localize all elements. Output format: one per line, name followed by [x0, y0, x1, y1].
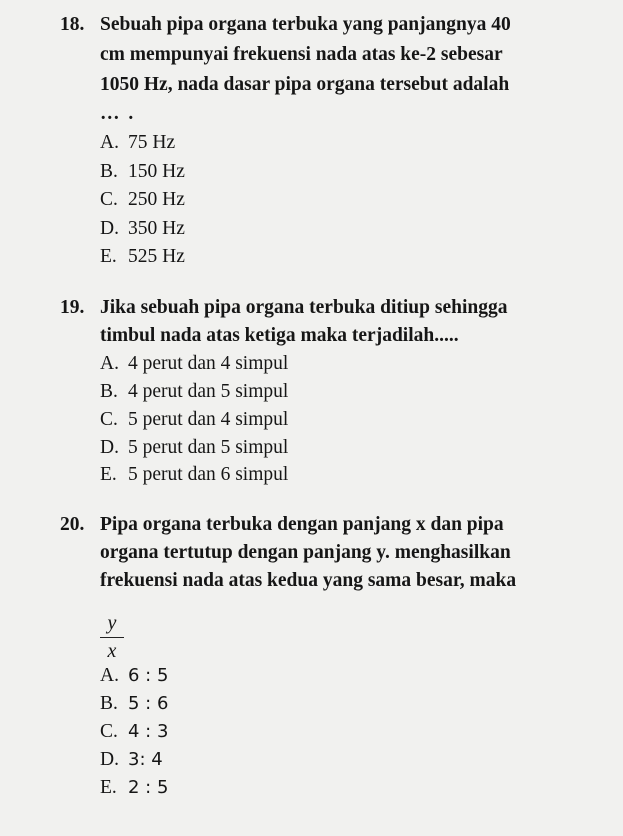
question-number: 18.	[60, 14, 85, 35]
answer-option	[100, 409, 288, 431]
question-text-line: … .	[100, 103, 136, 124]
question-text-line: 1050 Hz, nada dasar pipa organa tersebut adalah	[100, 74, 510, 95]
answer-option	[100, 381, 288, 403]
option-letter: A.	[100, 132, 119, 153]
answer-option	[100, 693, 168, 715]
option-text: 250 Hz	[128, 189, 185, 210]
question-text-line: cm mempunyai frekuensi nada atas ke-2 sebesar	[100, 44, 503, 65]
option-letter: E.	[100, 777, 117, 798]
option-letter: E.	[100, 464, 117, 485]
option-text: 5 perut dan 4 simpul	[128, 409, 289, 430]
option-text: 4 perut dan 5 simpul	[128, 381, 289, 402]
option-text: 150 Hz	[128, 161, 185, 182]
option-letter: D.	[100, 749, 119, 770]
option-text: 75 Hz	[128, 132, 176, 153]
question-text-line: timbul nada atas ketiga maka terjadilah.....	[100, 325, 459, 346]
option-letter: B.	[100, 381, 118, 402]
option-letter: B.	[100, 161, 118, 182]
option-text: 525 Hz	[128, 246, 185, 267]
answer-option	[100, 464, 288, 486]
answer-option	[100, 246, 185, 268]
answer-option	[100, 721, 168, 743]
fraction-denominator: x	[107, 640, 117, 662]
fraction-numerator: y	[107, 612, 117, 634]
option-letter: D.	[100, 218, 119, 239]
question-text-line: organa tertutup dengan panjang y. menghasilkan	[100, 542, 511, 563]
option-letter: D.	[100, 437, 119, 458]
option-text: 4 perut dan 4 simpul	[128, 353, 289, 374]
question-text-line: Jika sebuah pipa organa terbuka ditiup sehingga	[100, 297, 508, 318]
option-text: 5 perut dan 5 simpul	[128, 437, 289, 458]
option-text: 6 : 5	[128, 665, 169, 686]
option-letter: C.	[100, 189, 118, 210]
option-letter: B.	[100, 693, 118, 714]
option-text: 5 perut dan 6 simpul	[128, 464, 289, 485]
question-number: 19.	[60, 297, 85, 318]
question-number: 20.	[60, 514, 85, 535]
answer-option	[100, 353, 288, 375]
answer-option	[100, 749, 163, 771]
option-text: 5 : 6	[128, 693, 169, 714]
fraction-y-over-x	[100, 612, 124, 663]
question-text-line: Pipa organa terbuka dengan panjang x dan pipa	[100, 514, 504, 535]
option-letter: C.	[100, 721, 118, 742]
option-text: 4 : 3	[128, 721, 169, 742]
option-letter: A.	[100, 665, 119, 686]
question-text-line: Sebuah pipa organa terbuka yang panjangnya 40	[100, 14, 511, 35]
option-text: 3: 4	[128, 749, 163, 770]
option-text: 350 Hz	[128, 218, 185, 239]
option-letter: C.	[100, 409, 118, 430]
option-text: 2 : 5	[128, 777, 169, 798]
answer-option	[100, 218, 185, 240]
option-letter: A.	[100, 353, 119, 374]
option-letter: E.	[100, 246, 117, 267]
fraction-bar	[100, 637, 124, 638]
question-text-line: frekuensi nada atas kedua yang sama besar, maka	[100, 570, 517, 591]
answer-option	[100, 161, 185, 183]
answer-option	[100, 437, 288, 459]
answer-option	[100, 132, 175, 154]
answer-option	[100, 665, 168, 687]
answer-option	[100, 189, 185, 211]
answer-option	[100, 777, 168, 799]
